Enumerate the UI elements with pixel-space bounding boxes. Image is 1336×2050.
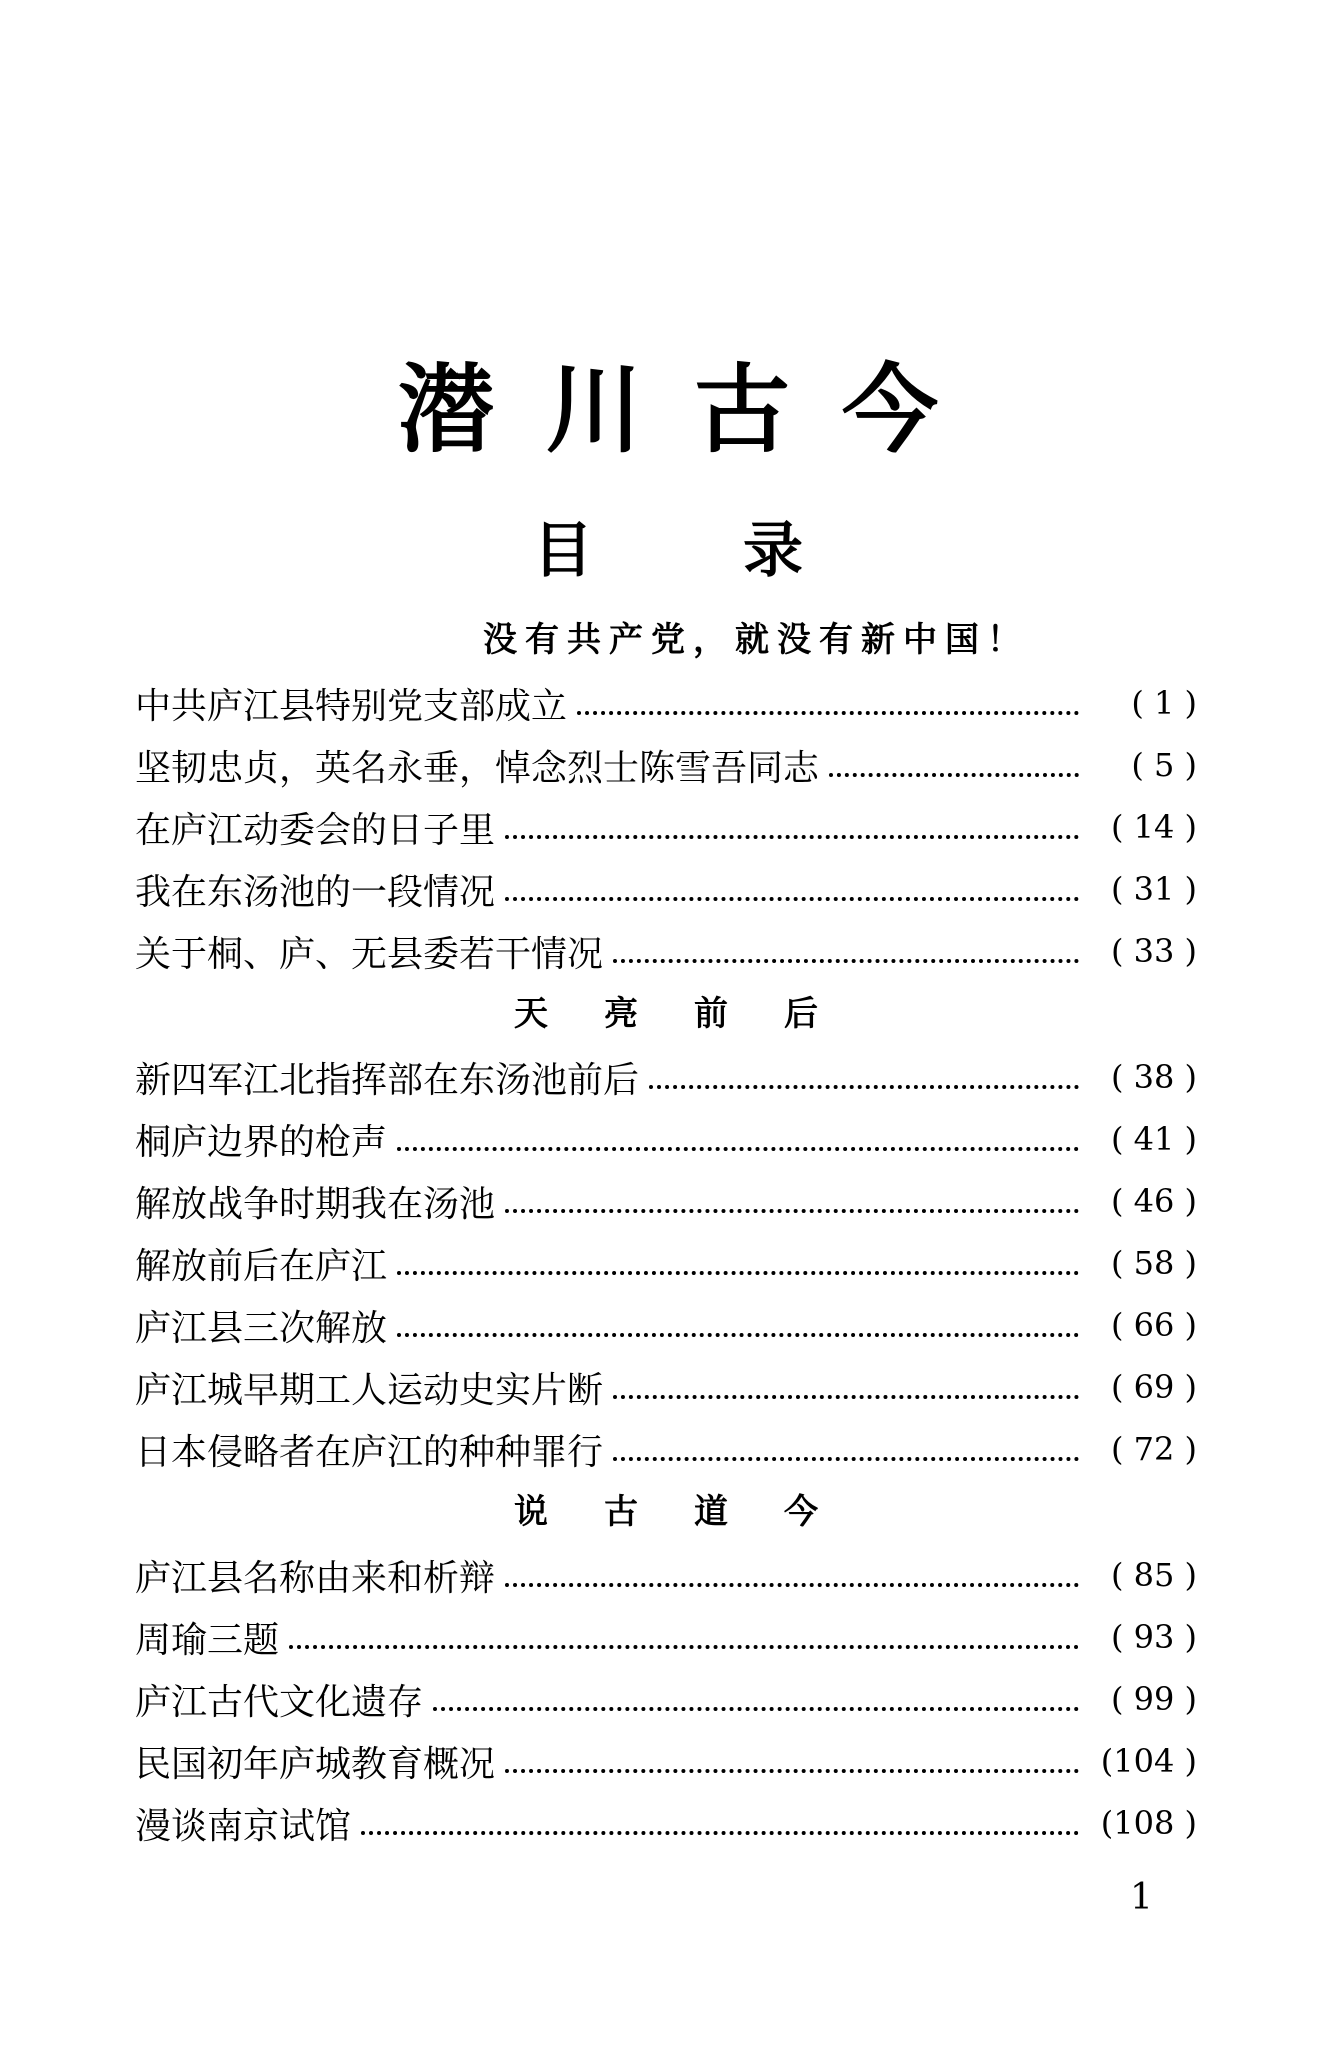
- dot-leader: [577, 711, 1079, 715]
- entry-title: 日本侵略者在庐江的种种罪行: [135, 1431, 604, 1473]
- entry-page: ( 1 ): [1131, 684, 1197, 722]
- entry-page: ( 33 ): [1110, 932, 1197, 970]
- toc-entry[interactable]: [135, 796, 1197, 858]
- entry-page: ( 58 ): [1110, 1244, 1197, 1282]
- entry-title: 中共庐江县特别党支部成立: [135, 685, 568, 727]
- toc-entry[interactable]: [135, 1730, 1197, 1792]
- entry-title: 民国初年庐城教育概况: [135, 1743, 496, 1785]
- toc-entry[interactable]: [135, 672, 1197, 734]
- entry-page: ( 31 ): [1110, 870, 1197, 908]
- dot-leader: [505, 897, 1079, 901]
- dot-leader: [613, 959, 1079, 963]
- entry-page: ( 99 ): [1110, 1680, 1197, 1718]
- entry-title: 庐江城早期工人运动史实片断: [135, 1369, 604, 1411]
- dot-leader: [289, 1645, 1079, 1649]
- dot-leader: [505, 1583, 1079, 1587]
- entry-page: ( 5 ): [1131, 746, 1197, 784]
- dot-leader: [397, 1271, 1079, 1275]
- entry-title: 解放战争时期我在汤池: [135, 1183, 496, 1225]
- dot-leader: [649, 1085, 1079, 1089]
- entry-title: 新四军江北指挥部在东汤池前后: [135, 1059, 640, 1101]
- entry-title: 庐江古代文化遗存: [135, 1681, 424, 1723]
- toc-entry[interactable]: [135, 858, 1197, 920]
- entry-title: 解放前后在庐江: [135, 1245, 388, 1287]
- section-heading-2: 天亮前后: [514, 994, 874, 1034]
- entry-page: (104 ): [1100, 1742, 1197, 1780]
- entry-title: 庐江县名称由来和析辩: [135, 1557, 496, 1599]
- entry-page: ( 38 ): [1110, 1058, 1197, 1096]
- toc-entry[interactable]: [135, 1232, 1197, 1294]
- entry-page: ( 66 ): [1110, 1306, 1197, 1344]
- dot-leader: [505, 835, 1079, 839]
- entry-page: ( 69 ): [1110, 1368, 1197, 1406]
- toc-entry[interactable]: [135, 734, 1197, 796]
- entry-page: ( 72 ): [1110, 1430, 1197, 1468]
- entry-page: ( 14 ): [1110, 808, 1197, 846]
- toc-entry[interactable]: [135, 1356, 1197, 1418]
- entry-title: 坚韧忠贞，英名永垂，悼念烈士陈雪吾同志: [135, 747, 820, 789]
- book-title: 潜川古今: [398, 354, 990, 466]
- entry-title: 庐江县三次解放: [135, 1307, 388, 1349]
- dot-leader: [505, 1209, 1079, 1213]
- entry-page: ( 41 ): [1110, 1120, 1197, 1158]
- entry-title: 关于桐、庐、无县委若干情况: [135, 933, 604, 975]
- dot-leader: [397, 1333, 1079, 1337]
- entry-title: 桐庐边界的枪声: [135, 1121, 388, 1163]
- dot-leader: [829, 773, 1079, 777]
- toc-entry[interactable]: [135, 1792, 1197, 1854]
- dot-leader: [361, 1831, 1079, 1835]
- entry-title: 漫谈南京试馆: [135, 1805, 352, 1847]
- page-number: 1: [1130, 1877, 1153, 1918]
- entry-title: 我在东汤池的一段情况: [135, 871, 496, 913]
- section-heading-3: 说古道今: [514, 1492, 874, 1532]
- toc-entry[interactable]: [135, 1046, 1197, 1108]
- dot-leader: [397, 1147, 1079, 1151]
- entry-page: ( 46 ): [1110, 1182, 1197, 1220]
- toc-entry[interactable]: [135, 1170, 1197, 1232]
- toc-entry[interactable]: [135, 1108, 1197, 1170]
- toc-entry[interactable]: [135, 920, 1197, 982]
- entry-title: 在庐江动委会的日子里: [135, 809, 496, 851]
- dot-leader: [613, 1457, 1079, 1461]
- entry-page: (108 ): [1100, 1804, 1197, 1842]
- toc-entry[interactable]: [135, 1294, 1197, 1356]
- toc-entry[interactable]: [135, 1544, 1197, 1606]
- entry-title: 周瑜三题: [135, 1619, 280, 1661]
- entry-page: ( 93 ): [1110, 1618, 1197, 1656]
- toc-entry[interactable]: [135, 1668, 1197, 1730]
- toc-entry[interactable]: [135, 1418, 1197, 1480]
- dot-leader: [433, 1707, 1079, 1711]
- section-heading-1: 没有共产党，就没有新中国！: [483, 620, 1029, 660]
- entry-page: ( 85 ): [1110, 1556, 1197, 1594]
- table-of-contents: [135, 608, 1197, 1854]
- toc-title: 目录: [533, 516, 953, 586]
- dot-leader: [613, 1395, 1079, 1399]
- dot-leader: [505, 1769, 1079, 1773]
- toc-entry[interactable]: [135, 1606, 1197, 1668]
